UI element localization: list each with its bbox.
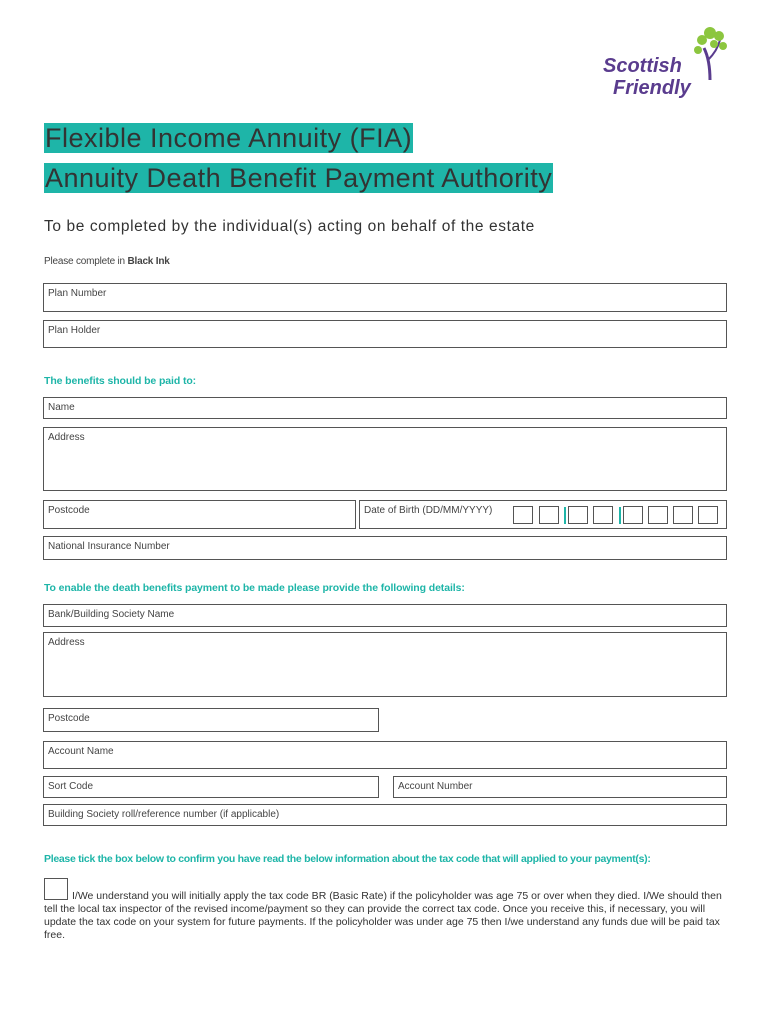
bank-section-heading: To enable the death benefits payment to be made please provide the following details: <box>44 582 465 594</box>
bank-name-field[interactable] <box>43 604 727 627</box>
page-title: Flexible Income Annuity (FIA) <box>45 123 413 153</box>
plan-number-label: Plan Number <box>48 288 107 299</box>
dob-separator <box>619 507 621 524</box>
bank-address-field[interactable] <box>43 632 727 697</box>
dob-month-1[interactable] <box>568 506 588 524</box>
ink-note-emphasis: Black Ink <box>127 256 170 267</box>
payee-address-label: Address <box>48 432 85 443</box>
dob-year-3[interactable] <box>673 506 693 524</box>
tax-code-declaration: I/We understand you will initially apply the tax code BR (Basic Rate) if the policyholder was age 75 or over when they died. I/We should then tell the local tax inspector of the revised income/payment so they can provide the correct tax code. Once you receive this, if necessary, you will update the tax code on your system for future payments. If the policyholder was under age 75 then I/we understand any funds due will be paid tax free. <box>44 890 722 941</box>
payee-address-field[interactable] <box>43 427 727 491</box>
scottish-friendly-logo <box>600 26 730 106</box>
bank-name-label: Bank/Building Society Name <box>48 609 175 620</box>
dob-year-4[interactable] <box>698 506 718 524</box>
dob-label: Date of Birth (DD/MM/YYYY) <box>364 505 493 516</box>
ni-number-field[interactable] <box>43 536 727 560</box>
account-name-field[interactable] <box>43 741 727 769</box>
dob-day-2[interactable] <box>539 506 559 524</box>
dob-month-2[interactable] <box>593 506 613 524</box>
payee-postcode-field[interactable] <box>43 500 356 529</box>
payee-name-label: Name <box>48 402 75 413</box>
dob-year-1[interactable] <box>623 506 643 524</box>
sort-code-field[interactable] <box>43 776 379 798</box>
plan-holder-label: Plan Holder <box>48 325 101 336</box>
plan-holder-field[interactable] <box>43 320 727 348</box>
dob-separator <box>564 507 566 524</box>
roll-number-label: Building Society roll/reference number (if applicable) <box>48 809 280 820</box>
ni-number-label: National Insurance Number <box>48 541 170 552</box>
payee-postcode-label: Postcode <box>48 505 90 516</box>
roll-number-field[interactable] <box>43 804 727 826</box>
sort-code-label: Sort Code <box>48 781 94 792</box>
plan-number-field[interactable] <box>43 283 727 312</box>
bank-address-label: Address <box>48 637 85 648</box>
logo-text-line1: Scottish <box>603 55 682 77</box>
page-subtitle-title: Annuity Death Benefit Payment Authority <box>45 163 553 193</box>
tax-section-heading: Please tick the box below to confirm you have read the below information about the tax code that will applied to your payment(s): <box>44 853 651 865</box>
payee-name-field[interactable] <box>43 397 727 419</box>
instruction-heading: To be completed by the individual(s) acting on behalf of the estate <box>44 218 535 235</box>
dob-day-1[interactable] <box>513 506 533 524</box>
bank-postcode-field[interactable] <box>43 708 379 732</box>
ink-note <box>44 256 170 267</box>
account-number-field[interactable] <box>393 776 727 798</box>
tree-logo-icon <box>692 26 728 81</box>
account-number-label: Account Number <box>398 781 473 792</box>
account-name-label: Account Name <box>48 746 114 757</box>
ink-note-prefix: Please complete in <box>44 256 128 267</box>
bank-postcode-label: Postcode <box>48 713 90 724</box>
logo-text-line2: Friendly <box>613 77 691 99</box>
payee-section-heading: The benefits should be paid to: <box>44 375 197 387</box>
dob-year-2[interactable] <box>648 506 668 524</box>
